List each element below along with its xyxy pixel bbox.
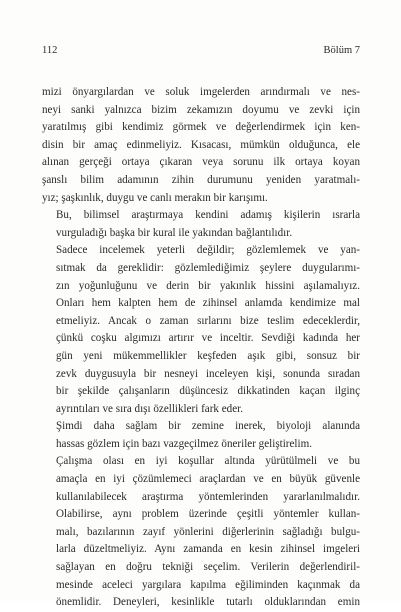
paragraph [42,453,360,611]
text-line: şanslı bilim adamının zihin durumunu yeniden yaratmalı- [42,173,360,186]
text-line: önemlidir. Deneyleri, kesinlikle tutarlı olduklarından emin [56,596,360,609]
text-line: zın yoğunluğunu ve derin bir yakınlık hissini aşılamalıyız. [56,279,360,292]
text-line: disin bir amaç edinmeliyiz. Kısacası, mümkün olduğunca, ele [42,138,360,151]
body-text [42,84,360,612]
text-line: amaçla en iyi çözümlemeci araçlardan ve en büyük güvenle [56,473,360,486]
text-line: Çalışma olası en iyi koşullar altında yürütülmeli ve bu [56,455,360,468]
text-line: gün yeni mükemmellikler keşfeden aşık gibi, sonsuz bir [56,349,360,362]
chapter-label: Bölüm 7 [323,45,360,56]
text-line: yaratılmış gibi kendimiz görmek ve değerlendirmek için ken- [42,121,360,134]
page-header [42,44,360,58]
text-line: ayrıntıları ve sıra dışı özellikleri fark eder. [56,402,243,415]
text-line: neyi sanki yalnızca bizim zekamızın doyumu ve zevki için [42,103,360,116]
text-line: sıtmak da gereklidir: gözlemlediğimiz şeylere duygularımı- [56,261,360,274]
paragraph [42,242,360,418]
paragraph [42,84,360,207]
text-line: kullanılabilecek araştırma yöntemlerinden yararlanılmalıdır. [56,490,360,503]
text-line: hassas gözlem için bazı vazgeçilmez öneriler geliştirelim. [56,437,312,450]
text-line: larla düzeltmeliyiz. Aynı zamanda en kesin zihinsel imgeleri [56,543,360,556]
text-line: çünkü coşku algımızı artırır ve inceltir. Sevdiği kadında her [56,332,360,345]
text-line: malı, bazılarının zayıf yönlerini diğerlerinin sağladığı bulgu- [56,525,360,538]
text-line: Olabilirse, aynı problem üzerinde çeşitli yöntemler kullan- [56,508,360,521]
text-line: zevk duygusuyla bir nesneyi inceleyen kişi, sonunda sıradan [56,367,360,380]
text-line: Onları hem kalpten hem de zihinsel anlamda kendimize mal [56,297,360,310]
page-number: 112 [42,45,58,56]
text-line: bir şekilde çalışanların düşüncesiz dikkatinden kaçan ilginç [56,385,360,398]
text-line: vurguladığı başka bir kural ile yakından bağlantılıdır. [56,226,293,239]
text-line: Bu, bilimsel araştırmaya kendini adamış kişilerin ısrarla [56,209,360,222]
text-line: etmeliyiz. Ancak o zaman sırlarını bize teslim edeceklerdir, [56,314,360,327]
paragraph [42,418,360,453]
text-line: mizi önyargılardan ve soluk imgelerden arındırmalı ve nes- [42,86,360,98]
text-line: Sadece incelemek yeterli değildir; gözlemlemek ve yan- [56,244,360,257]
text-line: alınan gerçeği ortaya çıkaran veya sorunu ilk ortaya koyan [42,156,360,169]
text-line: mesinde aceleci yargılara kapılma eğiliminden kaçınmak da [56,578,360,591]
text-line: sağlayan en doğru tekniği seçelim. Verilerin değerlendiril- [56,561,360,574]
paragraph [42,207,360,242]
text-line: Şimdi daha sağlam bir zemine inerek, biyoloji alanında [56,420,360,433]
text-line: yız; şaşkınlık, duygu ve canlı merakın bir karışımı. [42,191,268,204]
